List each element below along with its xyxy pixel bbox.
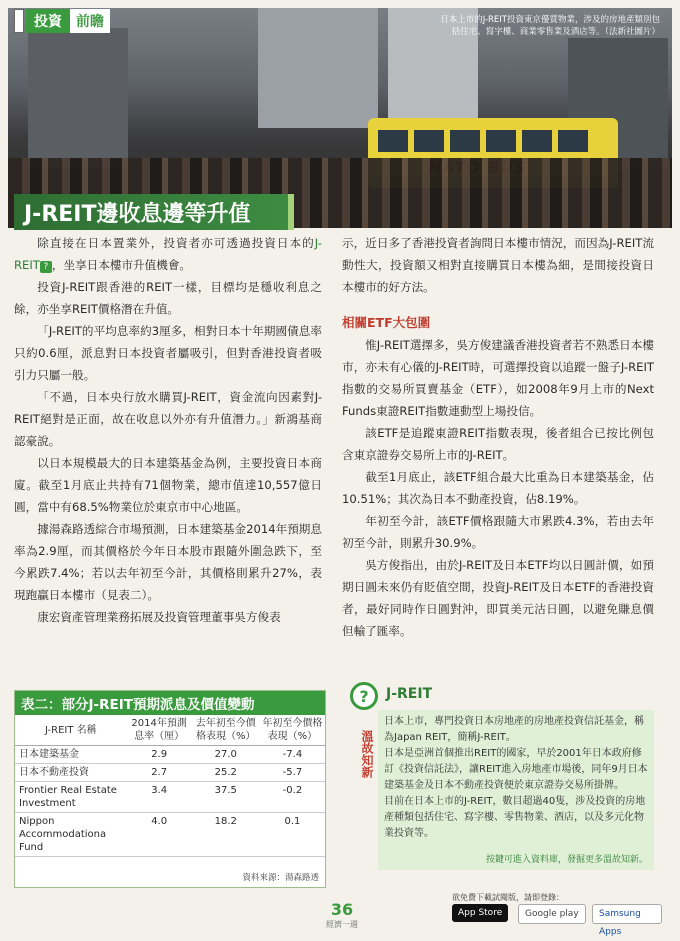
samsung-apps-badge[interactable]: Samsung Apps: [592, 904, 662, 924]
paragraph: 「不過，日本央行放水購買J-REIT，資金流向因素對J-REIT絕對是正面，故在收息以外亦有升值潛力。」新鴻基商認豪說。: [14, 390, 322, 448]
info-link-icon[interactable]: ?: [40, 261, 52, 273]
info-body: [378, 710, 654, 870]
info-footnote[interactable]: 按鍵可進入資料庫，發掘更多溫故知新。: [485, 855, 648, 865]
paragraph: 投資J-REIT跟香港的REIT一樣，目標均是穩收利息之餘，亦坐享REIT價格潛在升值。: [14, 280, 322, 316]
table-header: 2014年預測息率（厘）: [127, 715, 192, 746]
section-tag-b: 前瞻: [70, 9, 110, 33]
paragraph: 該ETF是追蹤東證REIT指數表現，後者組合已按比例包含東京證券交易所上市的J-REIT。: [342, 426, 654, 462]
table-row: Nippon Accommodationa Fund 4.0 18.2 0.1: [15, 813, 325, 857]
info-title: J-REIT: [386, 686, 433, 702]
right-column: [342, 232, 654, 642]
table-header: 去年初至今價格表現（%）: [192, 715, 260, 746]
paragraph: 「J-REIT的平均息率約3厘多，相對日本十年期國債息率只約0.6厘，派息對日本投資者屬吸引，但對香港投資者吸引力只屬一般。: [14, 324, 322, 382]
paragraph: 康宏資產管理業務拓展及投資管理董事吳方俊表: [37, 610, 281, 624]
page-number: 36 經濟一週: [326, 900, 358, 929]
subheading: 相關ETF大包圍: [342, 315, 431, 330]
headline: J-REIT邊收息邊等升值: [14, 194, 294, 230]
paragraph: 吳方俊指出，由於J-REIT及日本ETF均以日圓計價，如預期日圓未來仍有貶值空間，投資J-REIT及日本ETF的香港投資者，最好同時作日圓對沖，即買美元沽日圓，以避免賺息價但輸了匯率。: [342, 558, 654, 638]
photo-caption: 日本上市的J-REIT投資東京優質物業，涉及的房地產類別包括住宅、寫字樓、商業零售業及酒店等。（法新社圖片）: [440, 15, 660, 37]
app-store-badge[interactable]: App Store: [452, 904, 508, 922]
info-paragraph: 日本上市，專門投資日本房地產的房地產投資信託基金，稱為Japan REIT，簡稱J-REIT。: [384, 716, 644, 743]
paragraph: 截至1月底止，該ETF組合最大比重為日本建築基金，佔10.51%；其次為日本不動產投資，佔8.19%。: [342, 470, 654, 506]
question-icon: ?: [350, 682, 378, 710]
table-row: 日本建築基金 2.9 27.0 -7.4: [15, 746, 325, 764]
table-header: 年初至今價格表現（%）: [260, 715, 325, 746]
data-table: [15, 715, 325, 857]
table-header: J-REIT 名稱: [15, 715, 127, 746]
section-tag: [14, 8, 110, 34]
info-box: [342, 684, 658, 882]
reit-table: [14, 690, 326, 888]
download-banner: [452, 892, 662, 937]
table-row: 日本不動產投資 2.7 25.2 -5.7: [15, 764, 325, 782]
paragraph: 以日本規模最大的日本建築基金為例，主要投資日本商廈。截至1月底止共持有71個物業，總市值達10,557億日圓，當中有68.5%物業位於東京市中心地區。: [14, 456, 322, 514]
tag-bar-icon: [14, 9, 24, 33]
table-source: 資料來源：湯森路透: [242, 873, 319, 883]
info-header: [342, 684, 658, 708]
paragraph: 除直接在日本置業外，投資者亦可透過投資日本的J-REIT ? ，坐享日本樓市升值機會。: [14, 236, 322, 272]
section-tag-a: 投資: [26, 9, 70, 33]
download-text: 欲免費下載試閱版，請即登錄：: [452, 893, 564, 902]
paragraph: 惟J-REIT選擇多，吳方俊建議香港投資者若不熟悉日本樓市，亦未有心儀的J-REIT時，可選擇投資以追蹤一盤子J-REIT指數的交易所買賣基金（ETF），如2008年9月上市的Next Funds東證REIT指數連動型上場投信。: [342, 338, 654, 418]
info-paragraph: 目前在日本上市的J-REIT，數目超過40隻，涉及投資的房地產種類包括住宅、寫字樓、零售物業、酒店，以及多元化物業投資等。: [384, 796, 646, 839]
paragraph: 年初至今計，該ETF價格跟隨大市累跌4.3%，若由去年初至今計，則累升30.9%。: [342, 514, 654, 550]
info-paragraph: 日本是亞洲首個推出REIT的國家，早於2001年日本政府修訂《投資信託法》，讓REIT進入房地產市場後，同年9月日本建築基金及日本不動產投資便於東京證券交易所掛牌。: [384, 748, 648, 791]
paragraph: 示，近日多了香港投資者詢問日本樓市情況，而因為J-REIT流動性大，投資額又相對直接購買日本樓為細，是間接投資日本樓市的好方法。: [342, 236, 654, 294]
table-row: Frontier Real Estate Investment 3.4 37.5 -0.2: [15, 782, 325, 813]
paragraph: 據湯森路透綜合市場預測，日本建築基金2014年預期息率為2.9厘，而其價格於今年日本股市跟隨外圍急跌下，至今累跌7.4%；若以去年初至今計，其價格則累升27%，表現跑贏日本樓市（見表二）。: [14, 522, 322, 602]
google-play-badge[interactable]: Google play: [518, 904, 586, 924]
left-column: [14, 232, 322, 628]
info-side-label: 溫故知新: [360, 730, 374, 778]
table-title: 表二：部分J-REIT預期派息及價值變動: [15, 691, 325, 715]
